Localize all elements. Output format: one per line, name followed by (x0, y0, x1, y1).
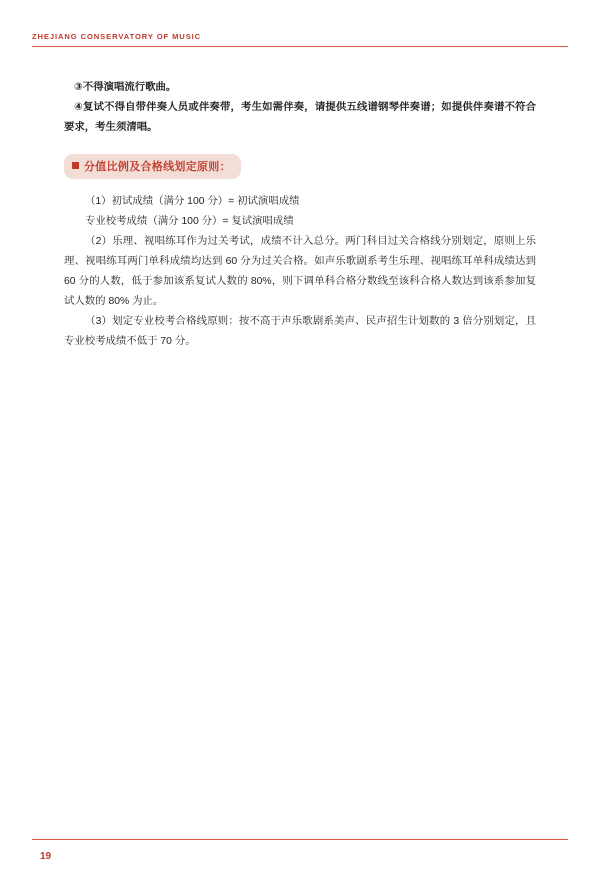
header-divider (32, 46, 568, 47)
page-header (32, 32, 568, 47)
note-item-4: ④复试不得自带伴奏人员或伴奏带，考生如需伴奏，请提供五线谱钢琴伴奏谱；如提供伴奏谱不符合要求，考生须清唱。 (64, 102, 536, 133)
rule-item-3: （3）划定专业校考合格线原则：按不高于声乐歌剧系美声、民声招生计划数的 3 倍分别划定，且专业校考成绩不低于 70 分。 (64, 316, 536, 347)
institution-name: ZHEJIANG CONSERVATORY OF MUSIC (32, 32, 202, 41)
rule-item-1: （1）初试成绩（满分 100 分）= 初试演唱成绩 (85, 196, 300, 207)
square-bullet-icon (72, 162, 79, 169)
rule-item-2: （2）乐理、视唱练耳作为过关考试，成绩不计入总分。两门科目过关合格线分别划定，原则上乐理、视唱练耳两门单科成绩均达到 60 分为过关合格。如声乐歌剧系考生乐理、视唱练耳单科成绩达到 60 分的人数，低于参加该系复试人数的 80%，则下调单科合格分数线至该科合格人数达到该系参加复试人数的 80% 为止。 (64, 236, 536, 307)
note-item-3: ③不得演唱流行歌曲。 (74, 82, 177, 93)
section-heading (64, 154, 241, 179)
page-content (64, 78, 536, 352)
rule-item-1-sub: 专业校考成绩（满分 100 分）= 复试演唱成绩 (85, 216, 294, 227)
page-number: 19 (40, 851, 52, 862)
section-heading-label: 分值比例及合格线划定原则： (84, 161, 231, 173)
footer-divider (32, 839, 568, 840)
